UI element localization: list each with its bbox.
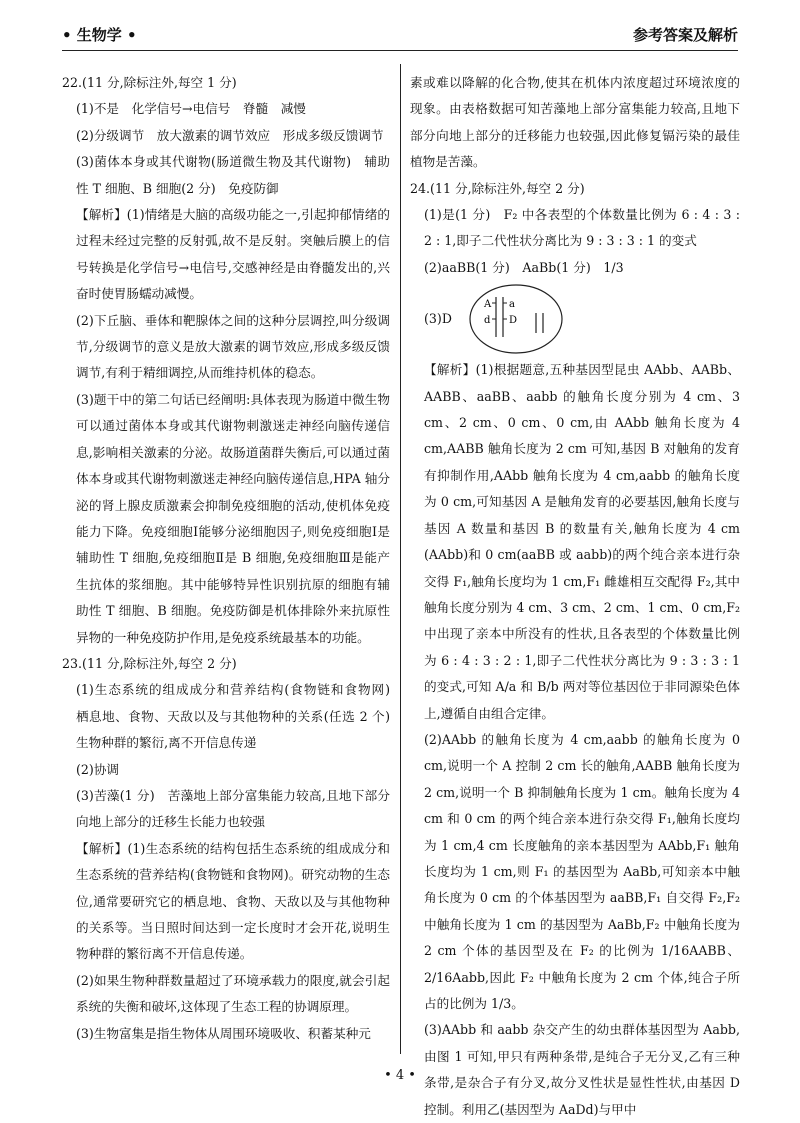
paragraph: (2)aaBB(1 分) AaBb(1 分) 1/3 [424, 259, 624, 275]
paragraph: (2)如果生物种群数量超过了环境承载力的限度,就会引起系统的失衡和破坏,这体现了生态工程的协调原理。 [76, 972, 390, 1015]
paragraph: 24.(11 分,除标注外,每空 2 分) [410, 180, 585, 196]
paragraph: 23.(11 分,除标注外,每空 2 分) [62, 655, 237, 671]
allele-label: D [508, 315, 517, 327]
paragraph: (1)是(1 分) F₂ 中各表型的个体数量比例为 6 : 4 : 3 : 2 : 1,即子二代性状分离比为 9 : 3 : 3 : 1 的变式 [424, 207, 740, 249]
left-column [62, 70, 403, 1047]
paragraph: (3)苦藻(1 分) 苦藻地上部分富集能力较高,且地下部分向地上部分的迁移生长能力也较强 [76, 787, 390, 830]
paragraph: 素或难以降解的化合物,使其在机体内浓度超过环境浓度的现象。由表格数据可知苦藻地上部分富集能力较高,且地下部分向地上部分的迁移能力也较强,因此修复镉污染的最佳植物是苦藻。 [410, 75, 740, 170]
paragraph: (2)协调 [76, 761, 120, 777]
paragraph: (3)生物富集是指生物体从周围环境吸收、积蓄某种元 [76, 1025, 371, 1041]
paragraph: (1)生态系统的组成成分和营养结构(食物链和食物网) 栖息地、食物、天敌以及与其他物种的关系(任选 2 个) 生物种群的繁衍,离不开信息传递 [76, 682, 403, 751]
paragraph: 【解析】(1)生态系统的结构包括生态系统的组成成分和生态系统的营养结构(食物链和食物网)。研究动物的生态位,通常要研究它的栖息地、食物、天敌以及与其他物种的关系等。当日照时间达到一定长度时才会开花,说明生物种群的繁衍离不开信息传递。 [76, 840, 390, 962]
page-header [62, 22, 738, 51]
header-subject: • 生物学 • [62, 26, 137, 44]
right-column [410, 70, 740, 1123]
cell-diagram-label: (3)D [424, 311, 452, 327]
paragraph: (3)AAbb 和 aabb 杂交产生的幼虫群体基因型为 Aabb,由图 1 可知,甲只有两种条带,是纯合子无分叉,乙有三种条带,是杂合子有分叉,故分叉性状是显性性状,由基因 D 控制。利用乙(基因型为 AaDd)与甲中 [424, 1022, 740, 1117]
paragraph: (2)AAbb 的触角长度为 4 cm,aabb 的触角长度为 0 cm,说明一个 A 控制 2 cm 长的触角,AABB 触角长度为 2 cm,说明一个 B 抑制触角长度为 1 cm。触角长度为 4 cm 和 0 cm 的两个纯合亲本进行杂交得 F₁,触角长度均为 1 cm,4 cm 长度触角的亲本基因型为 AAbb,F₁ 触角长度均为 1 cm,则 F₁ 的基因型为 AaBb,可知亲本中触角长度为 0 cm 的个体基因型为 aaBB,F₁ 自交得 F₂,F₂ 中触角长度为 1 cm 的基因型为 AaBb,F₂ 中触角长度为 2 cm 个体的基因型及在 F₂ 的比例为 1/16AABB、2/16Aabb,因此 F₂ 中触角长度为 2 cm 个体,纯合子所占的比例为 1/3。 [424, 731, 740, 1011]
paragraph: (2)分级调节 放大激素的调节效应 形成多级反馈调节 [76, 127, 384, 143]
header-title: 参考答案及解析 [632, 26, 738, 44]
paragraph: (2)下丘脑、垂体和靶腺体之间的这种分层调控,叫分级调节,分级调节的意义是放大激素的调节效应,形成多级反馈调节,有利于精细调控,从而维持机体的稳态。 [76, 312, 390, 381]
paragraph: 【解析】(1)情绪是大脑的高级功能之一,引起抑郁情绪的过程未经过完整的反射弧,故不是反射。突触后膜上的信号转换是化学信号→电信号,交感神经是由脊髓发出的,兴奋时使胃肠蠕动减慢。 [76, 207, 390, 302]
allele-label: a [508, 299, 515, 311]
paragraph: (3)题干中的第二句话已经阐明:具体表现为肠道中微生物可以通过菌体本身或其代谢物刺激迷走神经向脑传递信息,影响相关激素的分泌。故肠道菌群失衡后,可以通过菌体本身或其代谢物刺激迷走神经向脑传递信息,HPA 轴分泌的肾上腺皮质激素会抑制免疫细胞的活动,使机体免疫能力下降。免疫细胞Ⅰ能够分泌细胞因子,则免疫细胞Ⅰ是辅助性 T 细胞,免疫细胞Ⅱ是 B 细胞,免疫细胞Ⅲ是能产生抗体的浆细胞。其中能够特异性识别抗原的细胞有辅助性 T 细胞、B 细胞。免疫防御是机体排除外来抗原性异物的一种免疫防护作用,是免疫系统最基本的功能。 [76, 391, 390, 645]
paragraph: (1)不是 化学信号→电信号 脊髓 减慢 [76, 101, 306, 117]
allele-label: A [483, 299, 492, 311]
page-number: • 4 • [384, 1068, 416, 1083]
cell-diagram [456, 281, 586, 357]
paragraph: 22.(11 分,除标注外,每空 1 分) [62, 75, 237, 90]
paragraph: (3)菌体本身或其代谢物(肠道微生物及其代谢物) 辅助性 T 细胞、B 细胞(2 分) 免疫防御 [76, 154, 390, 196]
column-divider [400, 64, 401, 1054]
cell-diagram-row [410, 281, 740, 357]
paragraph: 【解析】(1)根据题意,五种基因型昆虫 AAbb、AABb、AABB、aaBB、aabb 的触角长度分别为 4 cm、3 cm、2 cm、0 cm、0 cm,由 AAbb 触角长度为 4 cm,AABB 触角长度为 2 cm 可知,基因 B 对触角的发育有抑制作用,AAbb 触角长度为 4 cm,aabb 的触角长度为 0 cm,可知基因 A 是触角发育的必要基因,触角长度与基因 A 数量和基因 B 的数量有关,触角长度为 4 cm (AAbb)和 0 cm(aaBB 或 aabb)的两个纯合亲本进行杂交得 F₁,触角长度均为 1 cm,F₁ 雌雄相互交配得 F₂,其中触角长度分别为 4 cm、3 cm、2 cm、1 cm、0 cm,F₂ 中出现了亲本中所没有的性状,且各表型的个体数量比例为 6 : 4 : 3 : 2 : 1,即子二代性状分离比为 9 : 3 : 3 : 1 的变式,可知 A/a 和 B/b 两对等位基因位于非同源染色体上,遵循自由组合定律。 [424, 362, 740, 721]
allele-label: d [483, 315, 491, 327]
